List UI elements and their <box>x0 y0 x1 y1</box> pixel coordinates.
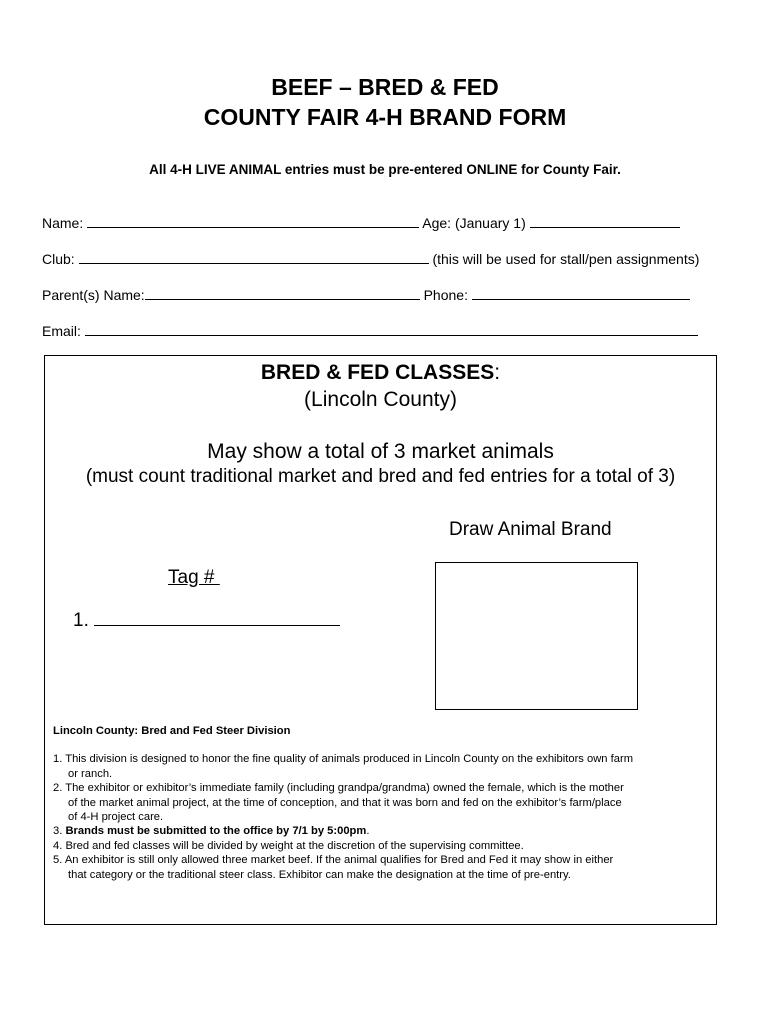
email-field[interactable] <box>85 322 698 336</box>
county-subheading: (Lincoln County) <box>304 388 457 411</box>
parents-field[interactable] <box>145 286 420 300</box>
phone-label: Phone: <box>423 287 468 303</box>
age-field[interactable] <box>530 214 680 228</box>
age-label: Age: (January 1) <box>422 215 526 231</box>
rules-title: Lincoln County: Bred and Fed Steer Division <box>53 725 291 737</box>
classes-heading-colon: : <box>494 361 501 384</box>
rule-3-number: 3. <box>53 825 63 838</box>
rule-3-end: . <box>366 825 370 838</box>
email-label: Email: <box>42 323 81 339</box>
form-title-line-1: BEEF – BRED & FED <box>271 74 499 100</box>
email-row <box>42 322 698 340</box>
rule-2-line-1: 2. The exhibitor or exhibitor’s immediate family (including grandpa/grandma) owned the female, which is the mother <box>53 782 624 795</box>
form-title-line-2: COUNTY FAIR 4-H BRAND FORM <box>203 104 567 130</box>
tag-entry-field[interactable] <box>94 608 340 626</box>
brand-drawing-box[interactable] <box>435 562 638 710</box>
tag-number-label <box>168 567 220 589</box>
parents-phone-row <box>42 286 690 304</box>
online-entry-notice: All 4-H LIVE ANIMAL entries must be pre-entered ONLINE for County Fair. <box>149 162 621 177</box>
club-field[interactable] <box>79 250 429 264</box>
division-rules <box>53 724 713 882</box>
parents-label: Parent(s) Name: <box>42 287 145 303</box>
tag-entry-row <box>73 608 340 632</box>
rule-4: 4. Bred and fed classes will be divided by weight at the discretion of the supervising committee. <box>53 839 524 852</box>
rule-1-line-1: 1. This division is designed to honor the fine quality of animals produced in Lincoln County on the exhibitors own farm <box>53 753 634 766</box>
name-label: Name: <box>42 215 84 231</box>
club-note: (this will be used for stall/pen assignments) <box>432 251 700 267</box>
club-label: Club: <box>42 251 75 267</box>
rule-2-line-2: of the market animal project, at the time of conception, and that it was born and fed on the exhibitor’s farm/place <box>68 796 622 809</box>
rule-3 <box>53 824 713 838</box>
classes-heading-text: BRED & FED CLASSES <box>260 361 495 384</box>
classes-heading <box>45 360 716 386</box>
phone-field[interactable] <box>472 286 690 300</box>
name-age-row <box>42 214 680 232</box>
name-field[interactable] <box>87 214 419 228</box>
limit-line-2: (must count traditional market and bred and fed entries for a total of 3) <box>85 466 676 487</box>
limit-line-1: May show a total of 3 market animals <box>207 440 554 463</box>
rule-5-line-2: that category or the traditional steer class. Exhibitor can make the designation at the time of pre-entry. <box>68 868 571 881</box>
rule-3-bold: Brands must be submitted to the office by 7/1 by 5:00pm <box>65 825 367 838</box>
draw-brand-label: Draw Animal Brand <box>449 519 612 540</box>
tag-label-text: Tag # <box>168 567 215 588</box>
tag-entry-number: 1. <box>73 610 89 631</box>
bred-fed-classes-box <box>44 355 717 925</box>
rule-1-line-2: or ranch. <box>68 767 113 780</box>
rule-2-line-3: of 4-H project care. <box>68 811 164 824</box>
club-row <box>42 250 699 268</box>
rule-5-line-1: 5. An exhibitor is still only allowed three market beef. If the animal qualifies for Bred and Fed it may show in either <box>53 854 614 867</box>
